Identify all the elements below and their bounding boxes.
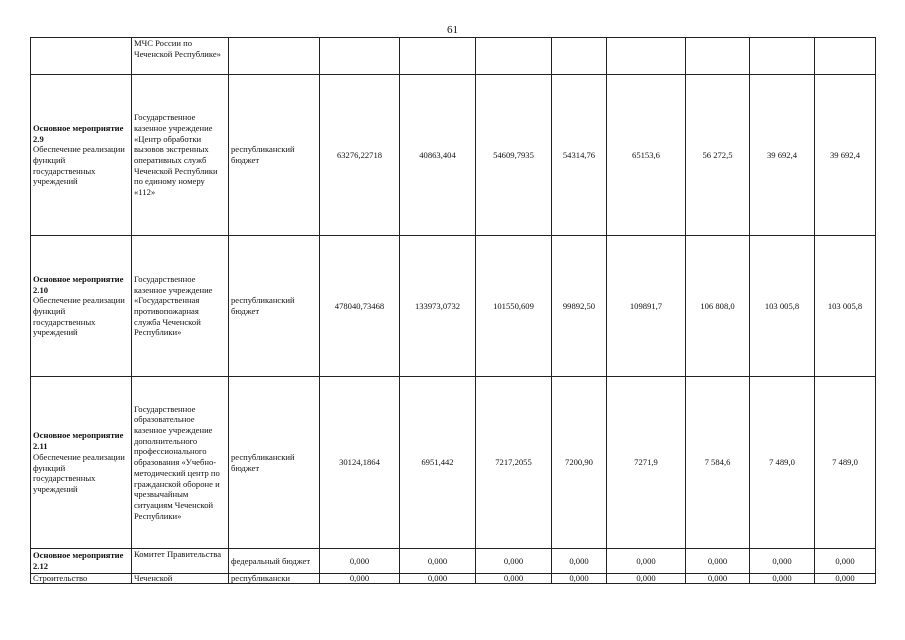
- executor-cell: Государственное образовательное казенное учреждение дополнительного профессионального образования «Учебно-методический центр по гражданской обороне и чрезвычайным ситуациям Чеченской Республики»: [132, 377, 229, 549]
- value-cell: 133973,0732: [400, 236, 476, 377]
- funding-source-cell: республиканский бюджет: [229, 75, 320, 236]
- action-cell: [31, 549, 132, 574]
- value-cell: 7271,9: [607, 377, 686, 549]
- action-description: Строительство: [33, 573, 88, 583]
- page-number: 61: [447, 24, 458, 36]
- value-cell: [476, 38, 552, 75]
- value-cell: 0,000: [320, 549, 400, 574]
- value-cell: 7 584,6: [686, 377, 750, 549]
- value-cell: 101550,609: [476, 236, 552, 377]
- executor-cell: МЧС России по Чеченской Республике»: [132, 38, 229, 75]
- value-cell: 39 692,4: [750, 75, 815, 236]
- budget-table: [30, 37, 876, 584]
- value-cell: [750, 38, 815, 75]
- funding-source-cell: республиканский бюджет: [229, 377, 320, 549]
- value-cell: 30124,1864: [320, 377, 400, 549]
- value-cell: 109891,7: [607, 236, 686, 377]
- value-cell: 54609,7935: [476, 75, 552, 236]
- action-cell: [31, 38, 132, 75]
- funding-source-cell: республикански: [229, 574, 320, 584]
- value-cell: 39 692,4: [815, 75, 876, 236]
- value-cell: 0,000: [552, 549, 607, 574]
- value-cell: 7 489,0: [815, 377, 876, 549]
- action-cell: [31, 236, 132, 377]
- value-cell: 99892,50: [552, 236, 607, 377]
- value-cell: 0,000: [750, 574, 815, 584]
- action-cell: [31, 377, 132, 549]
- value-cell: [400, 38, 476, 75]
- value-cell: [320, 38, 400, 75]
- action-description: Обеспечение реализации функций государственных учреждений: [33, 451, 125, 494]
- action-description: Обеспечение реализации функций государственных учреждений: [33, 144, 125, 187]
- action-title: Основное мероприятие 2.10: [33, 273, 124, 295]
- value-cell: 0,000: [476, 574, 552, 584]
- value-cell: 0,000: [815, 574, 876, 584]
- executor-cell: Государственное казенное учреждение «Государственная противопожарная служба Чеченской Республики»: [132, 236, 229, 377]
- value-cell: 0,000: [552, 574, 607, 584]
- value-cell: 0,000: [607, 549, 686, 574]
- value-cell: 65153,6: [607, 75, 686, 236]
- value-cell: 0,000: [607, 574, 686, 584]
- table-row: [31, 549, 876, 574]
- value-cell: [815, 38, 876, 75]
- value-cell: [607, 38, 686, 75]
- value-cell: 7 489,0: [750, 377, 815, 549]
- value-cell: 7217,2055: [476, 377, 552, 549]
- value-cell: 478040,73468: [320, 236, 400, 377]
- action-title: Основное мероприятие 2.12: [33, 550, 124, 571]
- value-cell: 63276,22718: [320, 75, 400, 236]
- action-title: Основное мероприятие 2.11: [33, 430, 124, 452]
- value-cell: 103 005,8: [750, 236, 815, 377]
- value-cell: [552, 38, 607, 75]
- value-cell: 0,000: [750, 549, 815, 574]
- executor-cell: Чеченской: [132, 574, 229, 584]
- value-cell: 103 005,8: [815, 236, 876, 377]
- value-cell: 56 272,5: [686, 75, 750, 236]
- executor-cell: Комитет Правительства: [132, 549, 229, 574]
- value-cell: 0,000: [400, 574, 476, 584]
- table-row: [31, 574, 876, 584]
- action-description: Обеспечение реализации функций государственных учреждений: [33, 295, 125, 338]
- action-cell: [31, 75, 132, 236]
- table-row: [31, 38, 876, 75]
- value-cell: 0,000: [686, 574, 750, 584]
- value-cell: 40863,404: [400, 75, 476, 236]
- funding-source-cell: республиканский бюджет: [229, 236, 320, 377]
- value-cell: 106 808,0: [686, 236, 750, 377]
- value-cell: 54314,76: [552, 75, 607, 236]
- value-cell: [686, 38, 750, 75]
- table-row: [31, 236, 876, 377]
- value-cell: 0,000: [320, 574, 400, 584]
- funding-source-cell: федеральный бюджет: [229, 549, 320, 574]
- table-row: [31, 377, 876, 549]
- action-title: Основное мероприятие 2.9: [33, 122, 124, 144]
- value-cell: 0,000: [815, 549, 876, 574]
- funding-source-cell: [229, 38, 320, 75]
- value-cell: 0,000: [400, 549, 476, 574]
- action-cell: [31, 574, 132, 584]
- table-row: [31, 75, 876, 236]
- executor-cell: Государственное казенное учреждение «Центр обработки вызовов экстренных оперативных служб Чеченской Республики по единому номеру «112»: [132, 75, 229, 236]
- value-cell: 6951,442: [400, 377, 476, 549]
- value-cell: 0,000: [476, 549, 552, 574]
- value-cell: 0,000: [686, 549, 750, 574]
- value-cell: 7200,90: [552, 377, 607, 549]
